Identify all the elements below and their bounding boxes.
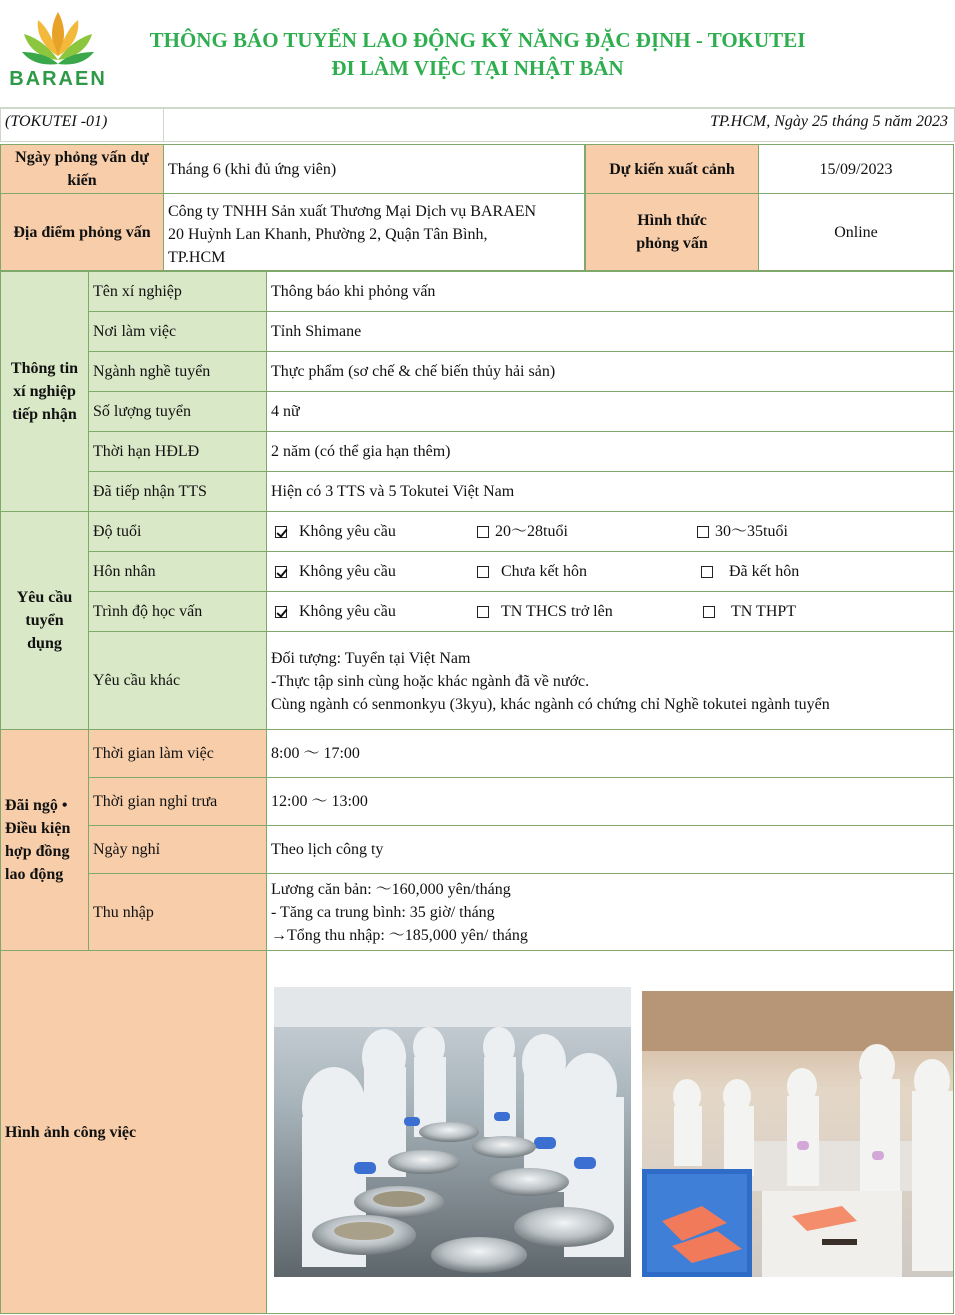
income-line-3: →Tổng thu nhập: ～185,000 yên/ tháng xyxy=(271,927,528,944)
marital-option-single-label: Chưa kết hôn xyxy=(501,563,587,580)
company-name-value: Thông báo khi phỏng vấn xyxy=(271,283,436,300)
interview-format-label-text: Hình thức phỏng vấn xyxy=(636,212,708,252)
marital-option-any-label: Không yêu cầu xyxy=(299,563,396,580)
workplace-value: Tỉnh Shimane xyxy=(271,323,362,340)
income-line-2: - Tăng ca trung bình: 35 giờ/ tháng xyxy=(271,904,495,921)
requirements-section-label-text: Yêu cầu tuyển dụng xyxy=(16,589,73,652)
checkbox-checked-icon[interactable] xyxy=(275,606,287,618)
days-off-value xyxy=(266,825,954,874)
contract-term-label: Thời hạn HĐLĐ xyxy=(93,443,200,460)
work-photo-seafood-bowls xyxy=(274,987,631,1277)
checkbox-empty-icon[interactable] xyxy=(701,566,713,578)
income-label xyxy=(88,873,267,951)
marital-label xyxy=(88,551,267,592)
checkbox-empty-icon[interactable] xyxy=(703,606,715,618)
benefits-section-label-text: Đãi ngộ • Điều kiện hợp đồng lao động xyxy=(5,797,71,883)
lunch-break-value-text: 12:00 ～ 13:00 xyxy=(271,793,368,810)
interview-format-value-text: Online xyxy=(834,223,878,241)
departure-label-text: Dự kiến xuất cảnh xyxy=(609,160,735,178)
work-hours-label-text: Thời gian làm việc xyxy=(93,745,214,762)
income-value xyxy=(266,873,954,951)
education-option-any-label: Không yêu cầu xyxy=(299,603,396,620)
departure-label xyxy=(585,144,759,194)
marital-option-single[interactable] xyxy=(477,552,587,591)
work-hours-value xyxy=(266,729,954,778)
age-option-any-label: Không yêu cầu xyxy=(299,523,396,540)
company-row-label xyxy=(88,271,267,312)
company-name-label: Tên xí nghiệp xyxy=(93,283,182,300)
departure-value-text: 15/09/2023 xyxy=(819,160,893,178)
interview-date-value xyxy=(163,144,585,194)
company-row-value xyxy=(266,271,954,312)
age-option-20-28-label: 20～28tuổi xyxy=(495,523,568,540)
contract-term-value: 2 năm (có thể gia hạn thêm) xyxy=(271,443,451,460)
location-line-2: 20 Huỳnh Lan Khanh, Phường 2, Quận Tân Bình, xyxy=(168,226,488,243)
checkbox-checked-icon[interactable] xyxy=(275,566,287,578)
work-photo-1-image xyxy=(274,987,631,1277)
interview-date-value-text: Tháng 6 (khi đủ ứng viên) xyxy=(168,160,337,178)
document-date xyxy=(163,108,955,142)
lunch-break-label-text: Thời gian nghỉ trưa xyxy=(93,793,218,810)
education-option-any[interactable] xyxy=(275,592,396,631)
location-line-3: TP.HCM xyxy=(168,249,226,266)
checkbox-empty-icon[interactable] xyxy=(477,566,489,578)
headcount-label: Số lượng tuyển xyxy=(93,403,192,420)
other-requirements-value xyxy=(266,631,954,730)
interview-date-label-text: Ngày phỏng vấn dự kiến xyxy=(15,149,149,189)
checkbox-empty-icon[interactable] xyxy=(477,606,489,618)
checkbox-checked-icon[interactable] xyxy=(275,526,287,538)
company-row-label xyxy=(88,351,267,392)
days-off-label xyxy=(88,825,267,874)
departure-value xyxy=(758,144,954,194)
company-row-label xyxy=(88,311,267,352)
photos-section-label xyxy=(0,950,267,1314)
company-row-value xyxy=(266,471,954,512)
age-options xyxy=(266,511,954,552)
interview-location-label xyxy=(0,193,164,271)
other-req-line-3: Cùng ngành có senmonkyu (3kyu), khác ngành có chứng chỉ Nghề tokutei ngành tuyển xyxy=(271,696,830,713)
checkbox-empty-icon[interactable] xyxy=(697,526,709,538)
interview-format-value xyxy=(758,193,954,271)
received-trainees-label: Đã tiếp nhận TTS xyxy=(93,483,207,500)
days-off-label-text: Ngày nghỉ xyxy=(93,841,161,858)
company-row-value xyxy=(266,391,954,432)
company-row-value xyxy=(266,351,954,392)
marital-options xyxy=(266,551,954,592)
document-code xyxy=(0,108,164,142)
age-option-any[interactable] xyxy=(275,512,396,551)
logo-text: BARAEN xyxy=(9,68,107,90)
checkbox-empty-icon[interactable] xyxy=(477,526,489,538)
marital-option-married[interactable] xyxy=(701,552,799,591)
headcount-value: 4 nữ xyxy=(271,403,300,420)
requirements-section-label xyxy=(0,511,89,730)
age-label xyxy=(88,511,267,552)
company-row-value xyxy=(266,311,954,352)
company-row-label xyxy=(88,391,267,432)
age-option-30-35-label: 30～35tuổi xyxy=(715,523,788,540)
company-row-label xyxy=(88,431,267,472)
industry-label: Ngành nghề tuyển xyxy=(93,363,211,380)
company-row-label xyxy=(88,471,267,512)
income-line-1: Lương căn bản: ～160,000 yên/tháng xyxy=(271,881,511,898)
education-label xyxy=(88,591,267,632)
work-hours-label xyxy=(88,729,267,778)
page-title-line2: ĐI LÀM VIỆC TẠI NHẬT BẢN xyxy=(331,56,624,80)
header xyxy=(0,0,955,108)
interview-date-label xyxy=(0,144,164,194)
education-option-secondary-label: TN THCS trở lên xyxy=(501,603,613,620)
lunch-break-label xyxy=(88,777,267,826)
marital-label-text: Hôn nhân xyxy=(93,563,156,580)
age-label-text: Độ tuổi xyxy=(93,523,142,540)
education-option-secondary[interactable] xyxy=(477,592,613,631)
interview-location-label-text: Địa điểm phỏng vấn xyxy=(13,223,151,241)
work-hours-value-text: 8:00 ～ 17:00 xyxy=(271,745,360,762)
lunch-break-value xyxy=(266,777,954,826)
photos-section-label-text: Hình ảnh công việc xyxy=(5,1123,137,1141)
company-logo xyxy=(8,8,108,98)
income-label-text: Thu nhập xyxy=(93,903,154,921)
document-code-text: (TOKUTEI -01) xyxy=(5,113,108,130)
page-title-line1: THÔNG BÁO TUYỂN LAO ĐỘNG KỸ NĂNG ĐẶC ĐỊNH - TOKUTEI xyxy=(149,28,806,52)
document-date-text: TP.HCM, Ngày 25 tháng 5 năm 2023 xyxy=(710,113,948,130)
workplace-label: Nơi làm việc xyxy=(93,323,177,340)
other-req-line-1: Đối tượng: Tuyển tại Việt Nam xyxy=(271,650,471,667)
marital-option-any[interactable] xyxy=(275,552,396,591)
marital-option-married-label: Đã kết hôn xyxy=(729,563,800,580)
education-option-highschool-label: TN THPT xyxy=(731,603,797,620)
work-photo-salmon-cutting xyxy=(642,991,953,1277)
education-option-highschool[interactable] xyxy=(703,592,796,631)
location-line-1: Công ty TNHH Sản xuất Thương Mại Dịch vụ BARAEN xyxy=(168,203,537,220)
education-label-text: Trình độ học vấn xyxy=(93,603,203,620)
education-options xyxy=(266,591,954,632)
company-section-label-text: Thông tin xí nghiệp tiếp nhận xyxy=(10,360,79,423)
interview-location-value xyxy=(163,193,585,271)
days-off-value-text: Theo lịch công ty xyxy=(271,841,384,858)
industry-value: Thực phẩm (sơ chế & chế biến thủy hải sản) xyxy=(271,363,556,380)
other-req-line-2: -Thực tập sinh cùng hoặc khác ngành đã về nước. xyxy=(271,673,590,690)
other-requirements-label-text: Yêu cầu khác xyxy=(93,672,181,689)
other-requirements-label xyxy=(88,631,267,730)
company-row-value xyxy=(266,431,954,472)
age-option-30-35[interactable] xyxy=(697,512,788,551)
work-photo-2-image xyxy=(642,991,953,1277)
benefits-section-label xyxy=(0,729,89,951)
lotus-logo-icon xyxy=(8,8,108,70)
received-trainees-value: Hiện có 3 TTS và 5 Tokutei Việt Nam xyxy=(271,483,515,500)
age-option-20-28[interactable] xyxy=(477,512,568,551)
company-section-label xyxy=(0,271,89,512)
interview-format-label xyxy=(585,193,759,271)
